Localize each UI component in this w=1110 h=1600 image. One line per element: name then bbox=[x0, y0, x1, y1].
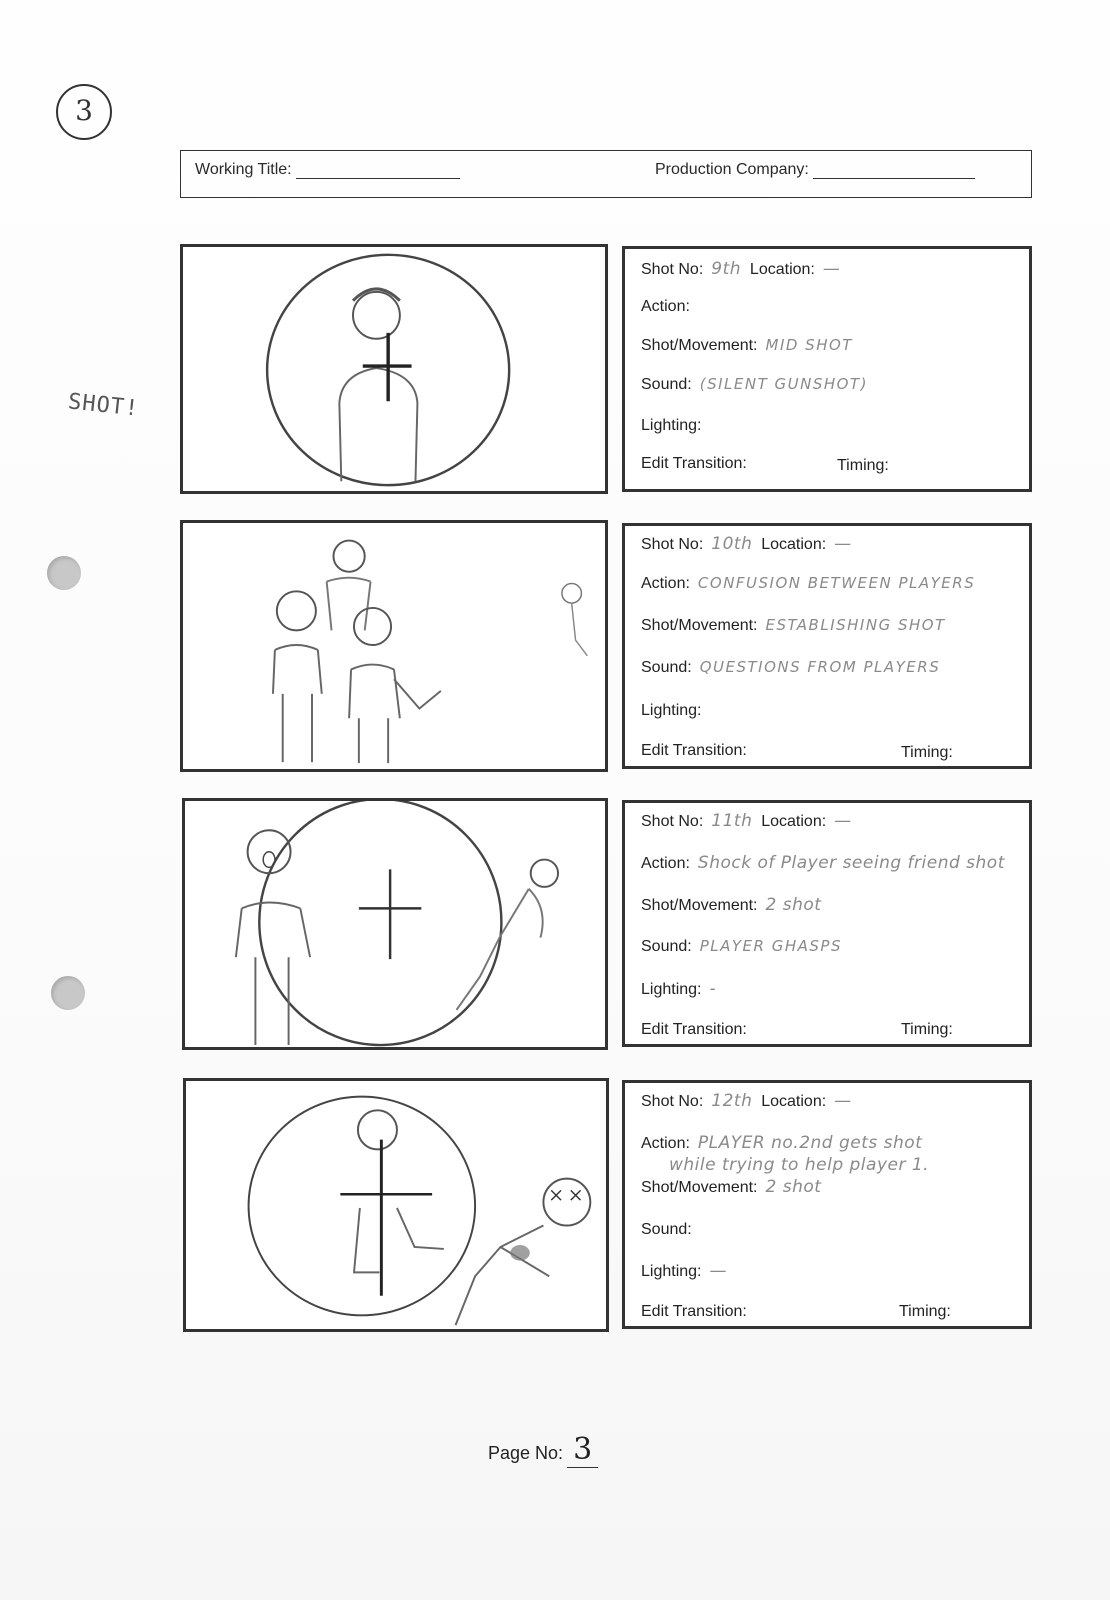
frame-sketch-1 bbox=[180, 244, 608, 494]
sketch-crosshair-view bbox=[185, 801, 605, 1047]
page-number-circle: 3 bbox=[56, 84, 112, 140]
working-title-field bbox=[195, 161, 460, 179]
page-number-footer bbox=[488, 1432, 598, 1467]
sketch-kneeling-view bbox=[186, 1081, 606, 1329]
punch-hole bbox=[47, 556, 81, 590]
working-title-blank bbox=[296, 178, 460, 179]
shot-details-1: Shot No: 9th Location: — Action: Shot/Movement: MID SHOT Sound: (SILENT GUNSHOT) Lighting: Edit Transition: Timing: bbox=[622, 246, 1032, 492]
production-company-field bbox=[655, 161, 975, 179]
sketch-players-view bbox=[183, 523, 605, 769]
margin-note: SHOT! bbox=[66, 389, 141, 422]
production-company-blank bbox=[813, 178, 975, 179]
frame-sketch-2 bbox=[180, 520, 608, 772]
production-company-label: Production Company: bbox=[655, 161, 809, 178]
header-box bbox=[180, 150, 1032, 198]
working-title-label: Working Title: bbox=[195, 161, 292, 178]
frame-sketch-4 bbox=[183, 1078, 609, 1332]
shot-details-2: Shot No: 10th Location: — Action: CONFUSION BETWEEN PLAYERS Shot/Movement: ESTABLISHING SHOT Sound: QUESTIONS FROM PLAYERS Lighting: Edit Transition: Timing: bbox=[622, 523, 1032, 769]
frame-sketch-3 bbox=[182, 798, 608, 1050]
page-no-label: Page No: bbox=[488, 1443, 564, 1463]
shot-details-4: Shot No: 12th Location: — Action: PLAYER no.2nd gets shot while trying to help player 1. Shot/Movement: 2 shot Sound: Lighting: — Edit Transition: Timing: bbox=[622, 1080, 1032, 1329]
page-no-value: 3 bbox=[567, 1432, 598, 1468]
punch-hole bbox=[51, 976, 85, 1010]
shot-details-3: Shot No: 11th Location: — Action: Shock of Player seeing friend shot Shot/Movement: 2 shot Sound: PLAYER GHASPS Lighting: - Edit Transition: Timing: bbox=[622, 800, 1032, 1047]
sketch-scope-view bbox=[183, 247, 605, 491]
